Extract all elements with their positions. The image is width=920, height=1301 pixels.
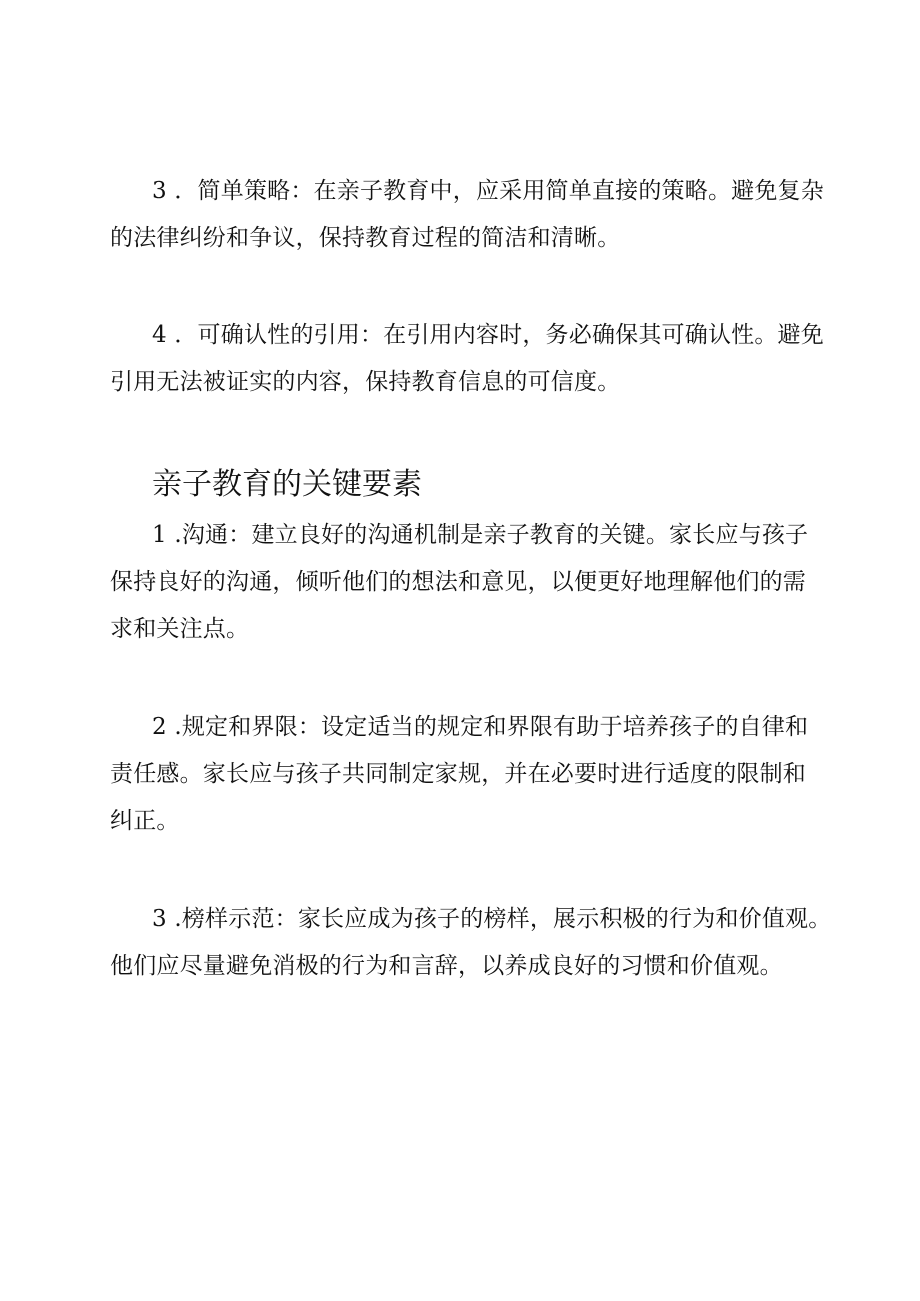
paragraph-line: 他们应尽量避免消极的行为和言辞，以养成良好的习惯和价值观。 bbox=[110, 953, 783, 979]
paragraph-rules-and-boundaries bbox=[110, 704, 815, 845]
paragraph-line: 1 .沟通：建立良好的沟通机制是亲子教育的关键。家长应与孩子 bbox=[152, 522, 809, 548]
paragraph-line: 3 ．简单策略：在亲子教育中，应采用简单直接的策略。避免复杂 bbox=[152, 178, 824, 204]
paragraph-line: 2 .规定和界限：设定适当的规定和界限有助于培养孩子的自律和 bbox=[152, 714, 809, 740]
paragraph-communication bbox=[110, 512, 815, 653]
paragraph-line: 求和关注点。 bbox=[110, 616, 250, 642]
section-heading: 亲子教育的关键要素 bbox=[152, 467, 422, 502]
paragraph-verifiable-citation bbox=[110, 312, 824, 406]
paragraph-line: 保持良好的沟通，倾听他们的想法和意见，以便更好地理解他们的需 bbox=[110, 569, 806, 595]
paragraph-role-model bbox=[110, 896, 832, 990]
paragraph-line: 责任感。家长应与孩子共同制定家规，并在必要时进行适度的限制和 bbox=[110, 761, 806, 787]
paragraph-line: 4 ．可确认性的引用：在引用内容时，务必确保其可确认性。避免 bbox=[152, 322, 824, 348]
paragraph-line: 引用无法被证实的内容，保持教育信息的可信度。 bbox=[110, 369, 621, 395]
paragraph-line: 纠正。 bbox=[110, 808, 180, 834]
paragraph-simple-strategy bbox=[110, 168, 824, 262]
paragraph-line: 3 .榜样示范：家长应成为孩子的榜样，展示积极的行为和价值观。 bbox=[152, 906, 832, 932]
paragraph-line: 的法律纠纷和争议，保持教育过程的简洁和清晰。 bbox=[110, 225, 621, 251]
